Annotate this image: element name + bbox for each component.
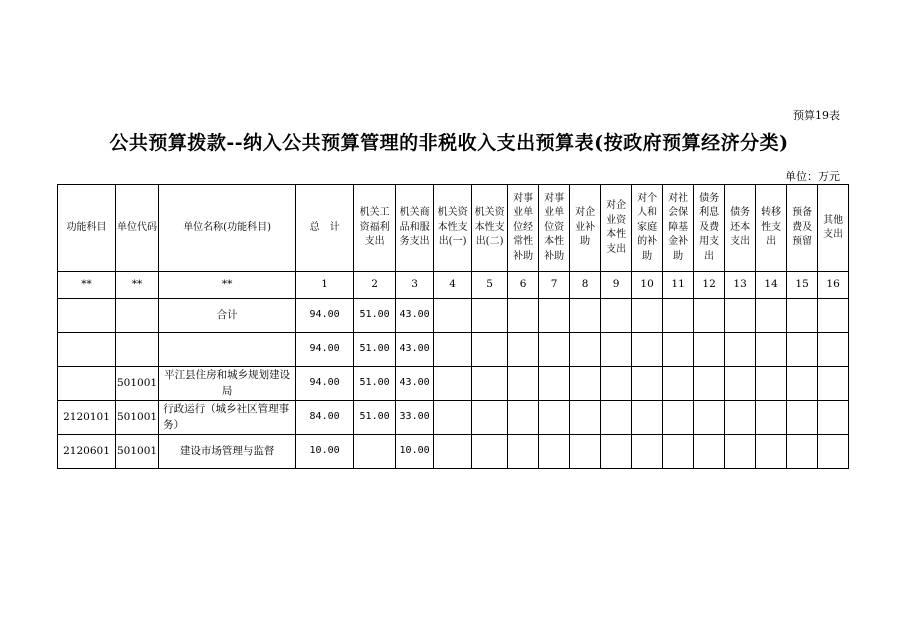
table-row xyxy=(58,401,849,435)
header-cell: 其他支出 xyxy=(818,185,849,272)
index-cell: 8 xyxy=(570,272,601,299)
unit-code-cell xyxy=(116,333,159,367)
index-cell: 2 xyxy=(354,272,396,299)
goods-services-cell: 43.00 xyxy=(396,299,434,333)
unit-name-cell: 行政运行（城乡社区管理事务） xyxy=(159,401,296,435)
index-cell: 3 xyxy=(396,272,434,299)
header-cell: 单位代码 xyxy=(116,185,159,272)
unit-code-cell: 501001 xyxy=(116,401,159,435)
page-title: 公共预算拨款--纳入公共预算管理的非税收入支出预算表(按政府预算经济分类) xyxy=(109,132,789,154)
header-cell: 单位名称(功能科目) xyxy=(159,185,296,272)
unit-code-cell xyxy=(116,299,159,333)
header-cell: 预备费及预留 xyxy=(787,185,818,272)
header-cell: 功能科目 xyxy=(58,185,116,272)
index-row xyxy=(58,272,849,299)
header-cell: 对个人和家庭的补助 xyxy=(632,185,663,272)
index-cell: 13 xyxy=(725,272,756,299)
table-row xyxy=(58,299,849,333)
unit-name-cell: 合计 xyxy=(159,299,296,333)
table-row xyxy=(58,367,849,401)
index-cell: 11 xyxy=(663,272,694,299)
salary-cell: 51.00 xyxy=(354,367,396,401)
index-cell: 16 xyxy=(818,272,849,299)
index-cell: 7 xyxy=(539,272,570,299)
total-cell: 84.00 xyxy=(296,401,354,435)
total-cell: 94.00 xyxy=(296,367,354,401)
goods-services-cell: 33.00 xyxy=(396,401,434,435)
index-cell: ** xyxy=(116,272,159,299)
header-cell: 转移性支出 xyxy=(756,185,787,272)
func-code-cell xyxy=(58,333,116,367)
header-cell: 总 计 xyxy=(296,185,354,272)
budget-table xyxy=(57,184,849,469)
header-cell: 债务还本支出 xyxy=(725,185,756,272)
header-cell: 机关商品和服务支出 xyxy=(396,185,434,272)
unit-code-cell: 501001 xyxy=(116,367,159,401)
total-cell: 94.00 xyxy=(296,333,354,367)
salary-cell: 51.00 xyxy=(354,299,396,333)
index-cell: 10 xyxy=(632,272,663,299)
table-number: 预算19表 xyxy=(793,109,840,122)
index-cell: 6 xyxy=(508,272,539,299)
goods-services-cell: 43.00 xyxy=(396,367,434,401)
salary-cell: 51.00 xyxy=(354,333,396,367)
salary-cell xyxy=(354,435,396,469)
index-cell: 5 xyxy=(472,272,508,299)
header-cell: 机关资本性支出(二) xyxy=(472,185,508,272)
header-cell: 对事业单位经常性补助 xyxy=(508,185,539,272)
func-code-cell: 2120601 xyxy=(58,435,116,469)
func-code-cell xyxy=(58,367,116,401)
index-cell: ** xyxy=(58,272,116,299)
unit-name-cell: 建设市场管理与监督 xyxy=(159,435,296,469)
index-cell: ** xyxy=(159,272,296,299)
unit-name-cell xyxy=(159,333,296,367)
unit-code-cell: 501001 xyxy=(116,435,159,469)
total-cell: 10.00 xyxy=(296,435,354,469)
func-code-cell: 2120101 xyxy=(58,401,116,435)
index-cell: 4 xyxy=(434,272,472,299)
header-cell: 对社会保障基金补助 xyxy=(663,185,694,272)
header-cell: 对企业资本性支出 xyxy=(601,185,632,272)
table-row xyxy=(58,435,849,469)
goods-services-cell: 10.00 xyxy=(396,435,434,469)
header-cell: 债务利息及费用支出 xyxy=(694,185,725,272)
index-cell: 14 xyxy=(756,272,787,299)
unit-name-cell: 平江县住房和城乡规划建设局 xyxy=(159,367,296,401)
goods-services-cell: 43.00 xyxy=(396,333,434,367)
index-cell: 1 xyxy=(296,272,354,299)
table-row xyxy=(58,333,849,367)
header-row xyxy=(58,185,849,272)
total-cell: 94.00 xyxy=(296,299,354,333)
header-cell: 机关工资福利支出 xyxy=(354,185,396,272)
header-cell: 对企业补助 xyxy=(570,185,601,272)
index-cell: 15 xyxy=(787,272,818,299)
header-cell: 对事业单位资本性补助 xyxy=(539,185,570,272)
salary-cell: 51.00 xyxy=(354,401,396,435)
index-cell: 12 xyxy=(694,272,725,299)
header-cell: 机关资本性支出(一) xyxy=(434,185,472,272)
func-code-cell xyxy=(58,299,116,333)
unit-label: 单位：万元 xyxy=(785,170,840,183)
index-cell: 9 xyxy=(601,272,632,299)
